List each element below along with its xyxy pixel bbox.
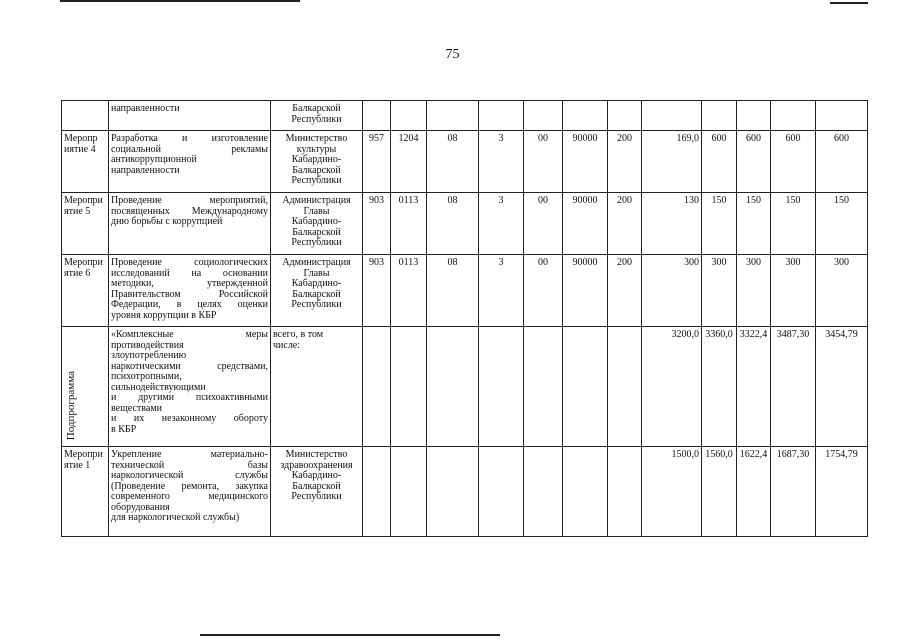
amount-cell: 3454,79 bbox=[816, 327, 868, 447]
code-cell: 200 bbox=[608, 131, 642, 193]
measure-description: «Комплексные меры противодействия злоупотреблению наркотическими средствами, психотропными, сильнодействующими и другими психоактивными веществами и их незаконному обороту в КБР bbox=[109, 327, 271, 447]
amount-cell: 3322,4 bbox=[737, 327, 771, 447]
code-cell: 957 bbox=[363, 131, 391, 193]
amount-cell: 150 bbox=[737, 193, 771, 255]
code-cell bbox=[427, 447, 479, 537]
amount-cell bbox=[771, 101, 816, 131]
code-cell: 0113 bbox=[391, 255, 427, 327]
code-cell bbox=[608, 447, 642, 537]
code-cell: 3 bbox=[479, 193, 524, 255]
code-cell: 903 bbox=[363, 193, 391, 255]
row-label: Мероприятие 1 bbox=[62, 447, 109, 537]
code-cell bbox=[391, 447, 427, 537]
amount-cell: 300 bbox=[816, 255, 868, 327]
executor-cell: Администрация Главы Кабардино- Балкарской Республики bbox=[271, 255, 363, 327]
amount-cell: 1754,79 bbox=[816, 447, 868, 537]
code-cell: 903 bbox=[363, 255, 391, 327]
code-cell bbox=[363, 101, 391, 131]
code-cell bbox=[427, 101, 479, 131]
code-cell bbox=[363, 447, 391, 537]
executor-cell: Балкарской Республики bbox=[271, 101, 363, 131]
code-cell: 200 bbox=[608, 255, 642, 327]
code-cell bbox=[524, 447, 563, 537]
table-row bbox=[62, 193, 868, 255]
code-cell: 3 bbox=[479, 131, 524, 193]
scan-artifact-top-right bbox=[830, 2, 868, 4]
amount-cell bbox=[816, 101, 868, 131]
budget-table bbox=[61, 100, 868, 537]
code-cell bbox=[427, 327, 479, 447]
code-cell: 00 bbox=[524, 131, 563, 193]
executor-cell: всего, в том числе: bbox=[271, 327, 363, 447]
measure-description: Разработка и изготовление социальной рекламы антикоррупционной направленности bbox=[109, 131, 271, 193]
amount-cell: 600 bbox=[702, 131, 737, 193]
measure-description: Укрепление материально- технической базы наркологической службы (Проведение ремонта, закупка современного медицинского оборудования для наркологической службы) bbox=[109, 447, 271, 537]
code-cell bbox=[479, 447, 524, 537]
scan-artifact-bottom bbox=[200, 634, 500, 636]
table-row bbox=[62, 131, 868, 193]
code-cell bbox=[563, 447, 608, 537]
executor-cell: Министерство здравоохранения Кабардино- Балкарской Республики bbox=[271, 447, 363, 537]
code-cell: 90000 bbox=[563, 131, 608, 193]
table-row bbox=[62, 255, 868, 327]
code-cell: 00 bbox=[524, 255, 563, 327]
code-cell bbox=[608, 327, 642, 447]
amount-cell: 300 bbox=[642, 255, 702, 327]
measure-description: Проведение социологических исследований на основании методики, утвержденной Правительством Российской Федерации, в целях оценки уровня коррупции в КБР bbox=[109, 255, 271, 327]
code-cell: 90000 bbox=[563, 193, 608, 255]
executor-cell: Министерство культуры Кабардино- Балкарской Республики bbox=[271, 131, 363, 193]
code-cell: 08 bbox=[427, 193, 479, 255]
code-cell bbox=[563, 327, 608, 447]
measure-description: Проведение мероприятий, посвященных Международному дню борьбы с коррупцией bbox=[109, 193, 271, 255]
code-cell bbox=[524, 327, 563, 447]
executor-cell: Администрация Главы Кабардино- Балкарской Республики bbox=[271, 193, 363, 255]
code-cell bbox=[391, 327, 427, 447]
amount-cell bbox=[642, 101, 702, 131]
amount-cell: 1687,30 bbox=[771, 447, 816, 537]
table-row bbox=[62, 447, 868, 537]
code-cell: 08 bbox=[427, 255, 479, 327]
code-cell bbox=[479, 101, 524, 131]
code-cell: 1204 bbox=[391, 131, 427, 193]
amount-cell: 1560,0 bbox=[702, 447, 737, 537]
code-cell bbox=[608, 101, 642, 131]
subprogram-label: Подпрограмма bbox=[65, 370, 77, 440]
amount-cell: 600 bbox=[771, 131, 816, 193]
code-cell bbox=[479, 327, 524, 447]
amount-cell bbox=[702, 101, 737, 131]
amount-cell: 150 bbox=[702, 193, 737, 255]
row-label bbox=[62, 101, 109, 131]
row-label bbox=[62, 327, 109, 447]
amount-cell bbox=[737, 101, 771, 131]
amount-cell: 1500,0 bbox=[642, 447, 702, 537]
amount-cell: 300 bbox=[737, 255, 771, 327]
amount-cell: 3487,30 bbox=[771, 327, 816, 447]
table-row bbox=[62, 327, 868, 447]
amount-cell: 150 bbox=[816, 193, 868, 255]
table-row bbox=[62, 101, 868, 131]
amount-cell: 1622,4 bbox=[737, 447, 771, 537]
amount-cell: 169,0 bbox=[642, 131, 702, 193]
measure-description: направленности bbox=[109, 101, 271, 131]
row-label: Мероприятие 5 bbox=[62, 193, 109, 255]
code-cell: 3 bbox=[479, 255, 524, 327]
amount-cell: 600 bbox=[816, 131, 868, 193]
scan-artifact-top bbox=[60, 0, 300, 2]
code-cell bbox=[563, 101, 608, 131]
code-cell: 08 bbox=[427, 131, 479, 193]
amount-cell: 130 bbox=[642, 193, 702, 255]
code-cell bbox=[363, 327, 391, 447]
amount-cell: 3200,0 bbox=[642, 327, 702, 447]
amount-cell: 300 bbox=[771, 255, 816, 327]
amount-cell: 600 bbox=[737, 131, 771, 193]
row-label: Меропр иятие 4 bbox=[62, 131, 109, 193]
code-cell: 00 bbox=[524, 193, 563, 255]
page-number: 75 bbox=[445, 47, 460, 62]
code-cell bbox=[391, 101, 427, 131]
code-cell: 90000 bbox=[563, 255, 608, 327]
code-cell bbox=[524, 101, 563, 131]
code-cell: 200 bbox=[608, 193, 642, 255]
amount-cell: 150 bbox=[771, 193, 816, 255]
amount-cell: 3360,0 bbox=[702, 327, 737, 447]
amount-cell: 300 bbox=[702, 255, 737, 327]
code-cell: 0113 bbox=[391, 193, 427, 255]
row-label: Мероприятие 6 bbox=[62, 255, 109, 327]
